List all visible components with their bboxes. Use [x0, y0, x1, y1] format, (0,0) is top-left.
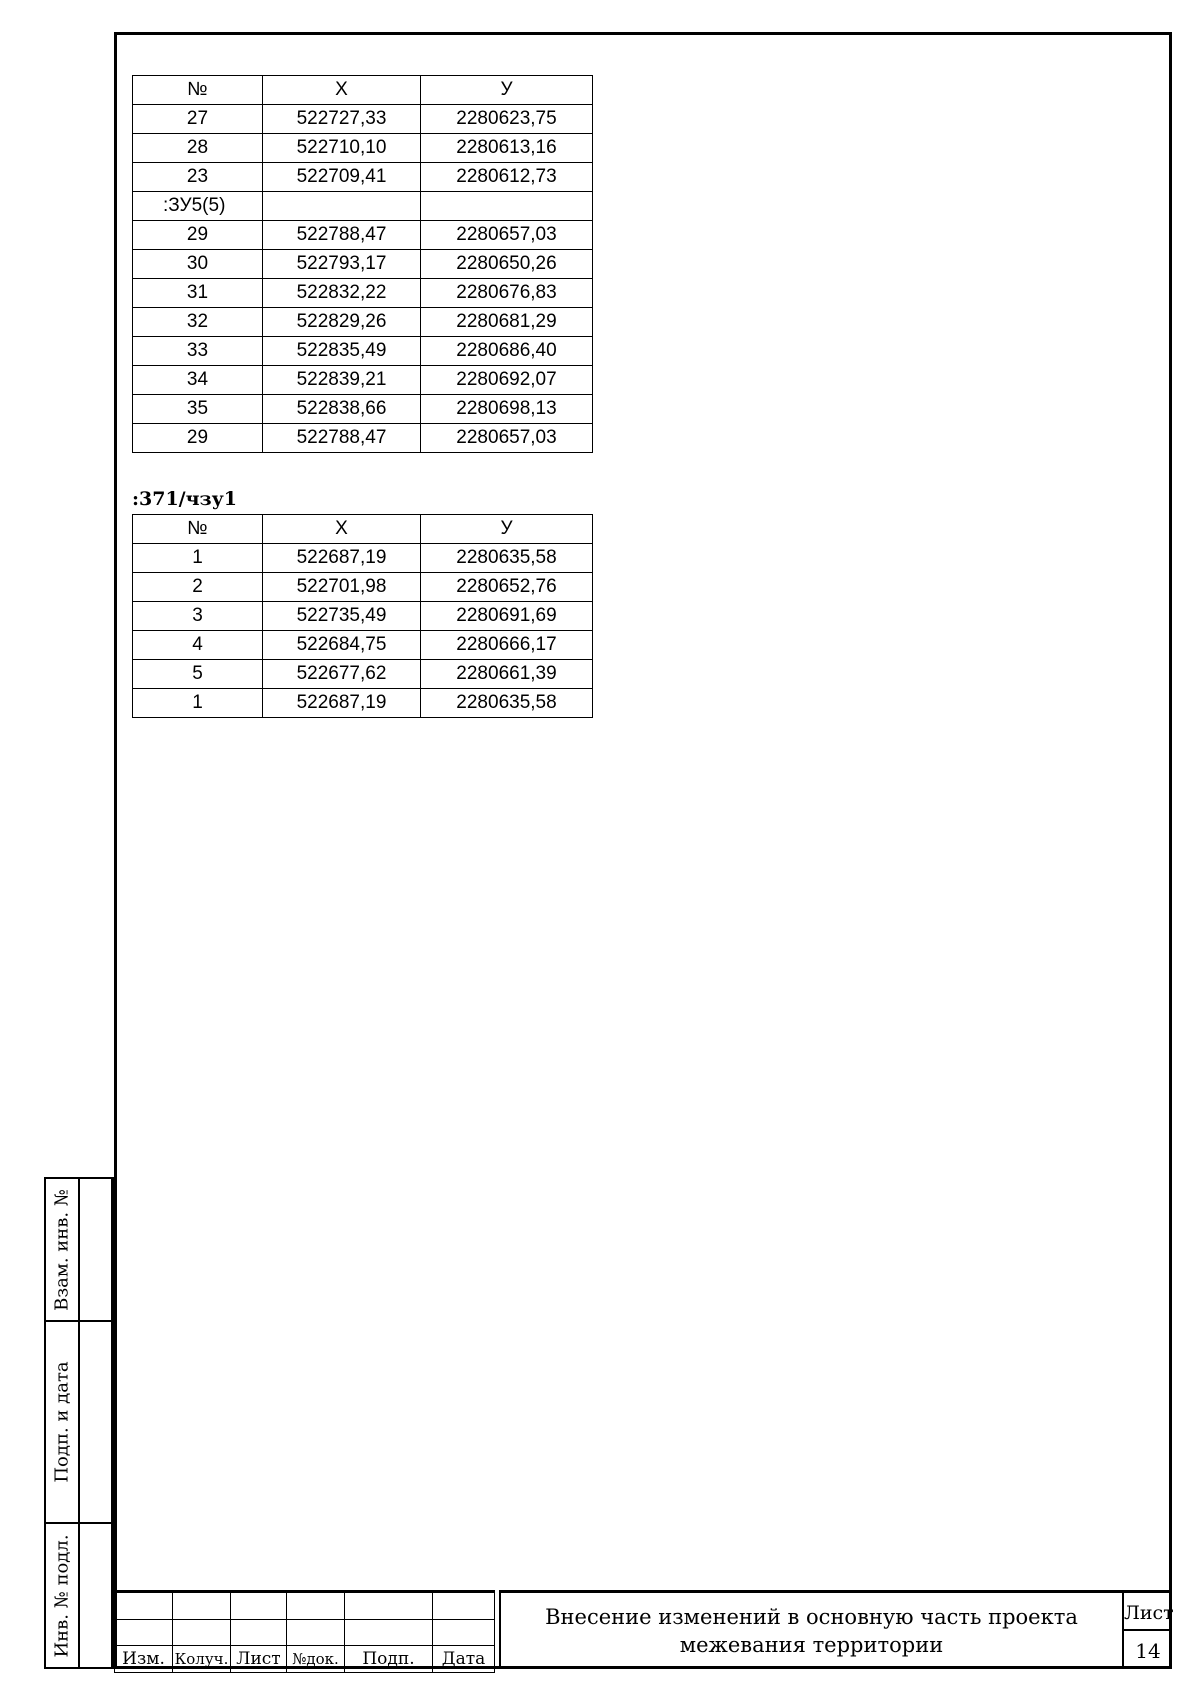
cell-x: 522735,49 — [263, 602, 421, 631]
cell-x: 522835,49 — [263, 337, 421, 366]
table-row — [133, 250, 593, 279]
table-row — [133, 134, 593, 163]
cell-number: 1 — [133, 689, 263, 718]
table-row — [133, 424, 593, 453]
cell-number: :ЗУ5(5) — [133, 192, 263, 221]
side-stamp-vzam — [44, 1177, 114, 1322]
col-data: Дата — [433, 1646, 495, 1673]
table-row — [133, 544, 593, 573]
cell-y: 2280635,58 — [421, 689, 593, 718]
cell-x: 522677,62 — [263, 660, 421, 689]
cell-x: 522832,22 — [263, 279, 421, 308]
cell-y: 2280612,73 — [421, 163, 593, 192]
col-podp: Подп. — [345, 1646, 433, 1673]
table-row — [133, 163, 593, 192]
cell-number: 29 — [133, 221, 263, 250]
coordinates-table-2 — [132, 514, 593, 718]
cell-number: 35 — [133, 395, 263, 424]
cell-x: 522727,33 — [263, 105, 421, 134]
cell-number: 2 — [133, 573, 263, 602]
cell-x: 522788,47 — [263, 424, 421, 453]
table-row — [133, 573, 593, 602]
vzam-inv-label: Взам. инв. № — [51, 1188, 73, 1311]
cell-y: 2280650,26 — [421, 250, 593, 279]
table-row — [133, 221, 593, 250]
cell-y — [421, 192, 593, 221]
cell-number: 3 — [133, 602, 263, 631]
header-number: № — [133, 76, 263, 105]
table-row — [133, 366, 593, 395]
cell-x: 522709,41 — [263, 163, 421, 192]
title-line-1: Внесение изменений в основную часть проекта — [545, 1605, 1078, 1629]
cell-y: 2280676,83 — [421, 279, 593, 308]
header-y: У — [421, 515, 593, 544]
title-line-2: межевания территории — [679, 1633, 944, 1657]
cell-number: 29 — [133, 424, 263, 453]
document-title — [499, 1590, 1122, 1669]
cell-x — [263, 192, 421, 221]
table-row — [133, 279, 593, 308]
sheet-number: 14 — [1135, 1639, 1161, 1663]
table-row — [133, 337, 593, 366]
table-header-row — [133, 515, 593, 544]
cell-y: 2280698,13 — [421, 395, 593, 424]
cell-y: 2280623,75 — [421, 105, 593, 134]
cell-y: 2280657,03 — [421, 424, 593, 453]
table-row — [133, 631, 593, 660]
cell-y: 2280692,07 — [421, 366, 593, 395]
table-row — [133, 192, 593, 221]
coordinates-table-1 — [132, 75, 593, 453]
cell-number: 34 — [133, 366, 263, 395]
cell-y: 2280652,76 — [421, 573, 593, 602]
table-row — [133, 602, 593, 631]
cell-x: 522687,19 — [263, 544, 421, 573]
cell-x: 522684,75 — [263, 631, 421, 660]
sheet-label: Лист — [1124, 1593, 1172, 1631]
title-block — [114, 1590, 1172, 1669]
cell-y: 2280666,17 — [421, 631, 593, 660]
cell-number: 33 — [133, 337, 263, 366]
table-row — [133, 395, 593, 424]
cell-number: 30 — [133, 250, 263, 279]
cell-y: 2280635,58 — [421, 544, 593, 573]
table-row — [133, 689, 593, 718]
cell-y: 2280661,39 — [421, 660, 593, 689]
table-header-row — [133, 76, 593, 105]
header-y: У — [421, 76, 593, 105]
cell-x: 522710,10 — [263, 134, 421, 163]
cell-y: 2280657,03 — [421, 221, 593, 250]
cell-x: 522793,17 — [263, 250, 421, 279]
col-izm: Изм. — [115, 1646, 173, 1673]
cell-number: 31 — [133, 279, 263, 308]
col-list: Лист — [231, 1646, 287, 1673]
header-x: Х — [263, 76, 421, 105]
cell-number: 4 — [133, 631, 263, 660]
podp-data-label: Подп. и дата — [51, 1361, 73, 1483]
side-stamp-podp — [44, 1320, 114, 1524]
cell-y: 2280691,69 — [421, 602, 593, 631]
table-row — [133, 660, 593, 689]
revision-row — [115, 1592, 495, 1620]
cell-number: 27 — [133, 105, 263, 134]
cell-number: 28 — [133, 134, 263, 163]
cell-y: 2280686,40 — [421, 337, 593, 366]
cell-number: 32 — [133, 308, 263, 337]
side-stamp-inv — [44, 1522, 114, 1669]
cell-x: 522687,19 — [263, 689, 421, 718]
cell-y: 2280681,29 — [421, 308, 593, 337]
header-x: Х — [263, 515, 421, 544]
header-number: № — [133, 515, 263, 544]
column-labels-row — [115, 1646, 495, 1673]
col-koluch: Колуч. — [173, 1646, 231, 1673]
cell-x: 522838,66 — [263, 395, 421, 424]
cell-number: 23 — [133, 163, 263, 192]
table-row — [133, 105, 593, 134]
cell-number: 1 — [133, 544, 263, 573]
table-row — [133, 308, 593, 337]
inv-podl-label: Инв. № подл. — [51, 1533, 73, 1658]
cell-number: 5 — [133, 660, 263, 689]
cell-x: 522788,47 — [263, 221, 421, 250]
section-title: :371/чзу1 — [132, 488, 238, 510]
cell-y: 2280613,16 — [421, 134, 593, 163]
revision-table — [114, 1590, 495, 1673]
cell-x: 522701,98 — [263, 573, 421, 602]
cell-x: 522839,21 — [263, 366, 421, 395]
sheet-box — [1122, 1590, 1172, 1669]
revision-row — [115, 1620, 495, 1646]
col-ndok: №док. — [287, 1646, 345, 1673]
cell-x: 522829,26 — [263, 308, 421, 337]
